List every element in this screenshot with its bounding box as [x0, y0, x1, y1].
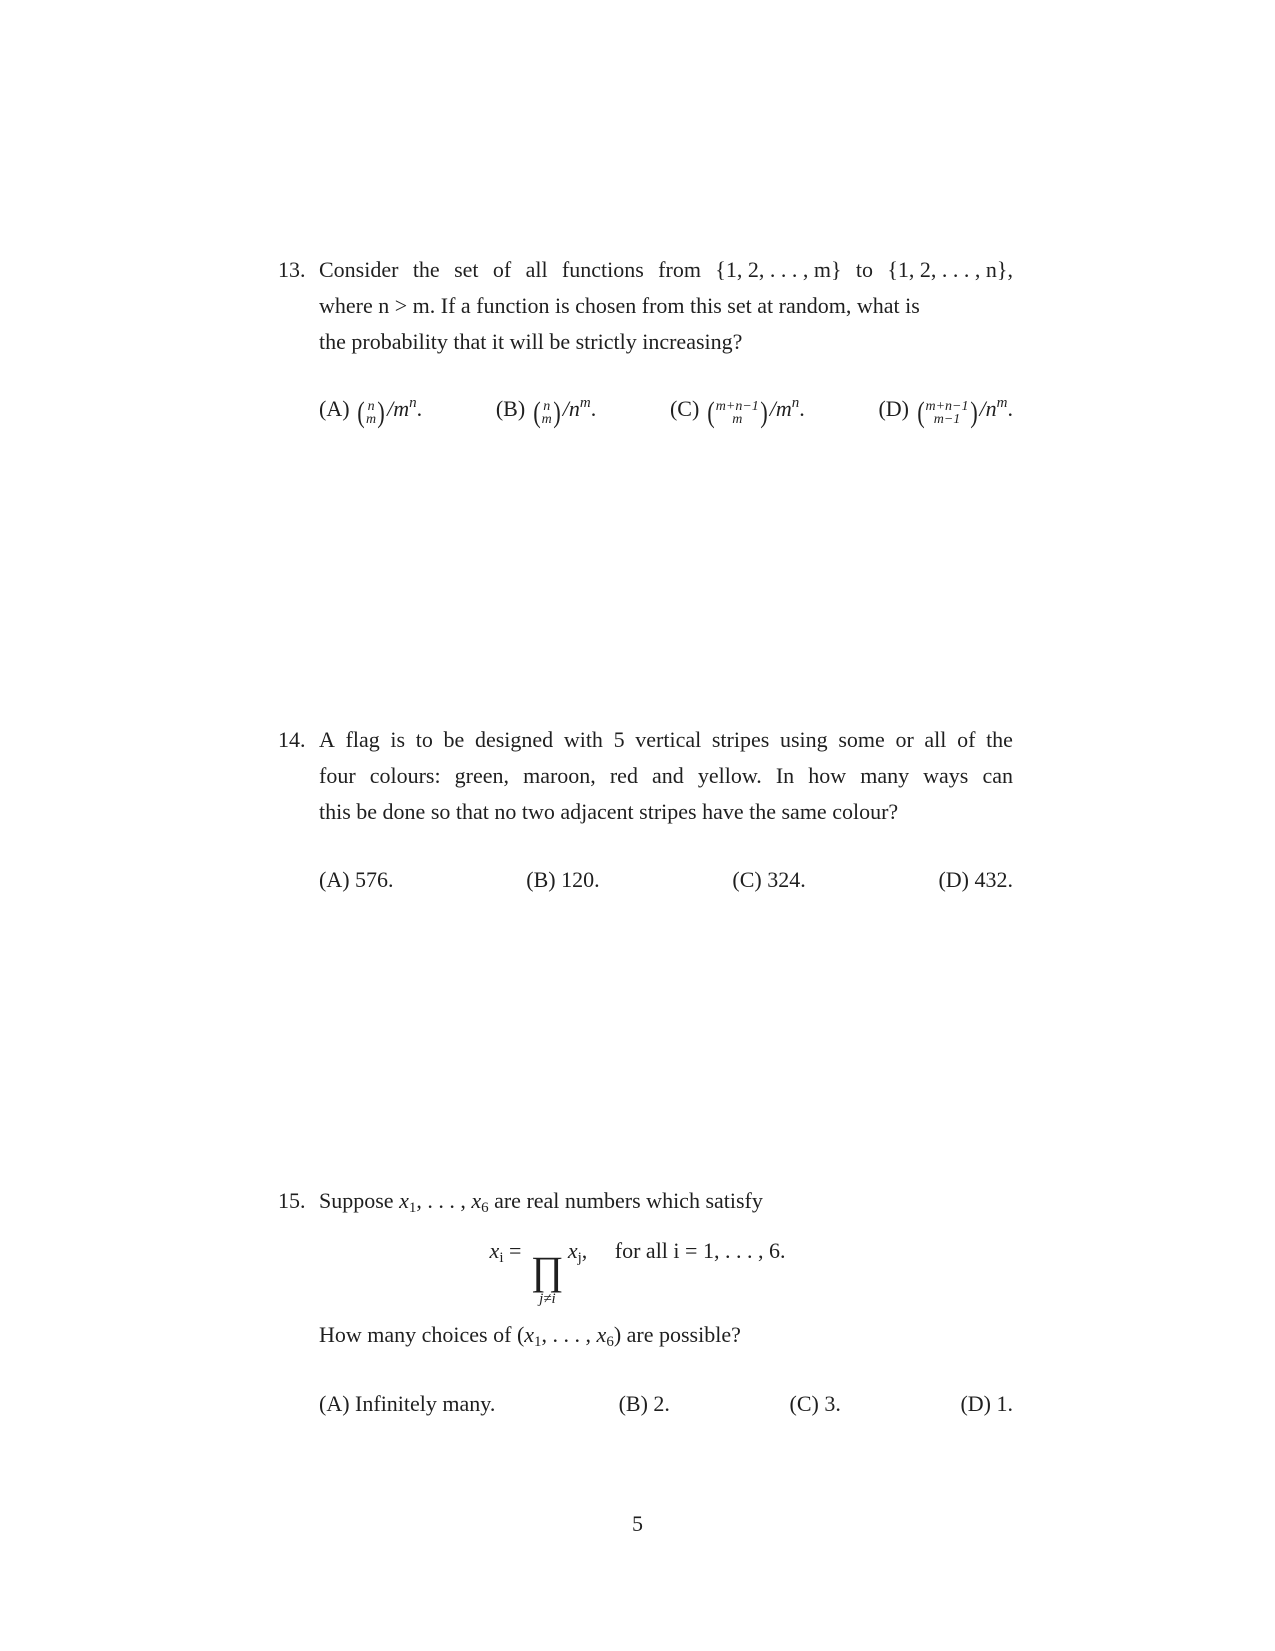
question-13-line-1: Consider the set of all functions from {1, 2, . . . , m} to {1, 2, . . . , n}, — [319, 257, 1013, 282]
question-14-line-3: this be done so that no two adjacent stripes have the same colour? — [319, 799, 899, 824]
page-number: 5 — [632, 1511, 643, 1536]
question-14-options — [319, 867, 1013, 893]
question-number: 14. — [278, 727, 306, 752]
option-c[interactable]: (C) 324. — [732, 867, 806, 892]
product-equation: $x_i$ = ∏ j≠i $x_j$, for all i = 1, . . . , 6. — [489, 1238, 786, 1307]
question-15-line-2: How many choices of ($x_1$, . . . , $x_6$) are possible? — [319, 1322, 741, 1350]
option-a[interactable]: (A) ( n m ) $/m^n$. — [319, 395, 423, 429]
option-a[interactable]: (A) Infinitely many. — [319, 1391, 496, 1416]
question-14-line-1: A flag is to be designed with 5 vertical stripes using some or all of the — [319, 727, 1013, 752]
question-13-options — [319, 395, 1013, 428]
option-b[interactable]: (B) 2. — [618, 1391, 670, 1416]
option-c[interactable]: (C) ( m+n−1 m ) $/m^n$. — [669, 395, 805, 429]
question-13-line-2: where n > m. If a function is chosen from this set at random, what is — [319, 293, 920, 318]
question-number: 15. — [278, 1188, 306, 1213]
product-symbol: ∏ — [530, 1248, 564, 1293]
option-b[interactable]: (B) 120. — [526, 867, 600, 892]
option-d[interactable]: (D) 432. — [938, 867, 1013, 892]
question-13-line-3: the probability that it will be strictly increasing? — [319, 329, 743, 354]
option-b[interactable]: (B) ( n m ) $/n^m$. — [495, 395, 597, 429]
option-a[interactable]: (A) 576. — [319, 867, 394, 892]
question-14-line-2: four colours: green, maroon, red and yellow. In how many ways can — [319, 763, 1013, 788]
option-d[interactable]: (D) 1. — [960, 1391, 1013, 1416]
question-number: 13. — [278, 257, 306, 282]
question-15-line-1: Suppose $x_1$, . . . , $x_6$ are real numbers which satisfy — [319, 1188, 763, 1216]
option-c[interactable]: (C) 3. — [789, 1391, 841, 1416]
option-d[interactable]: (D) ( m+n−1 m−1 ) $/n^m$. — [878, 395, 1013, 429]
question-15-options — [319, 1391, 1013, 1417]
